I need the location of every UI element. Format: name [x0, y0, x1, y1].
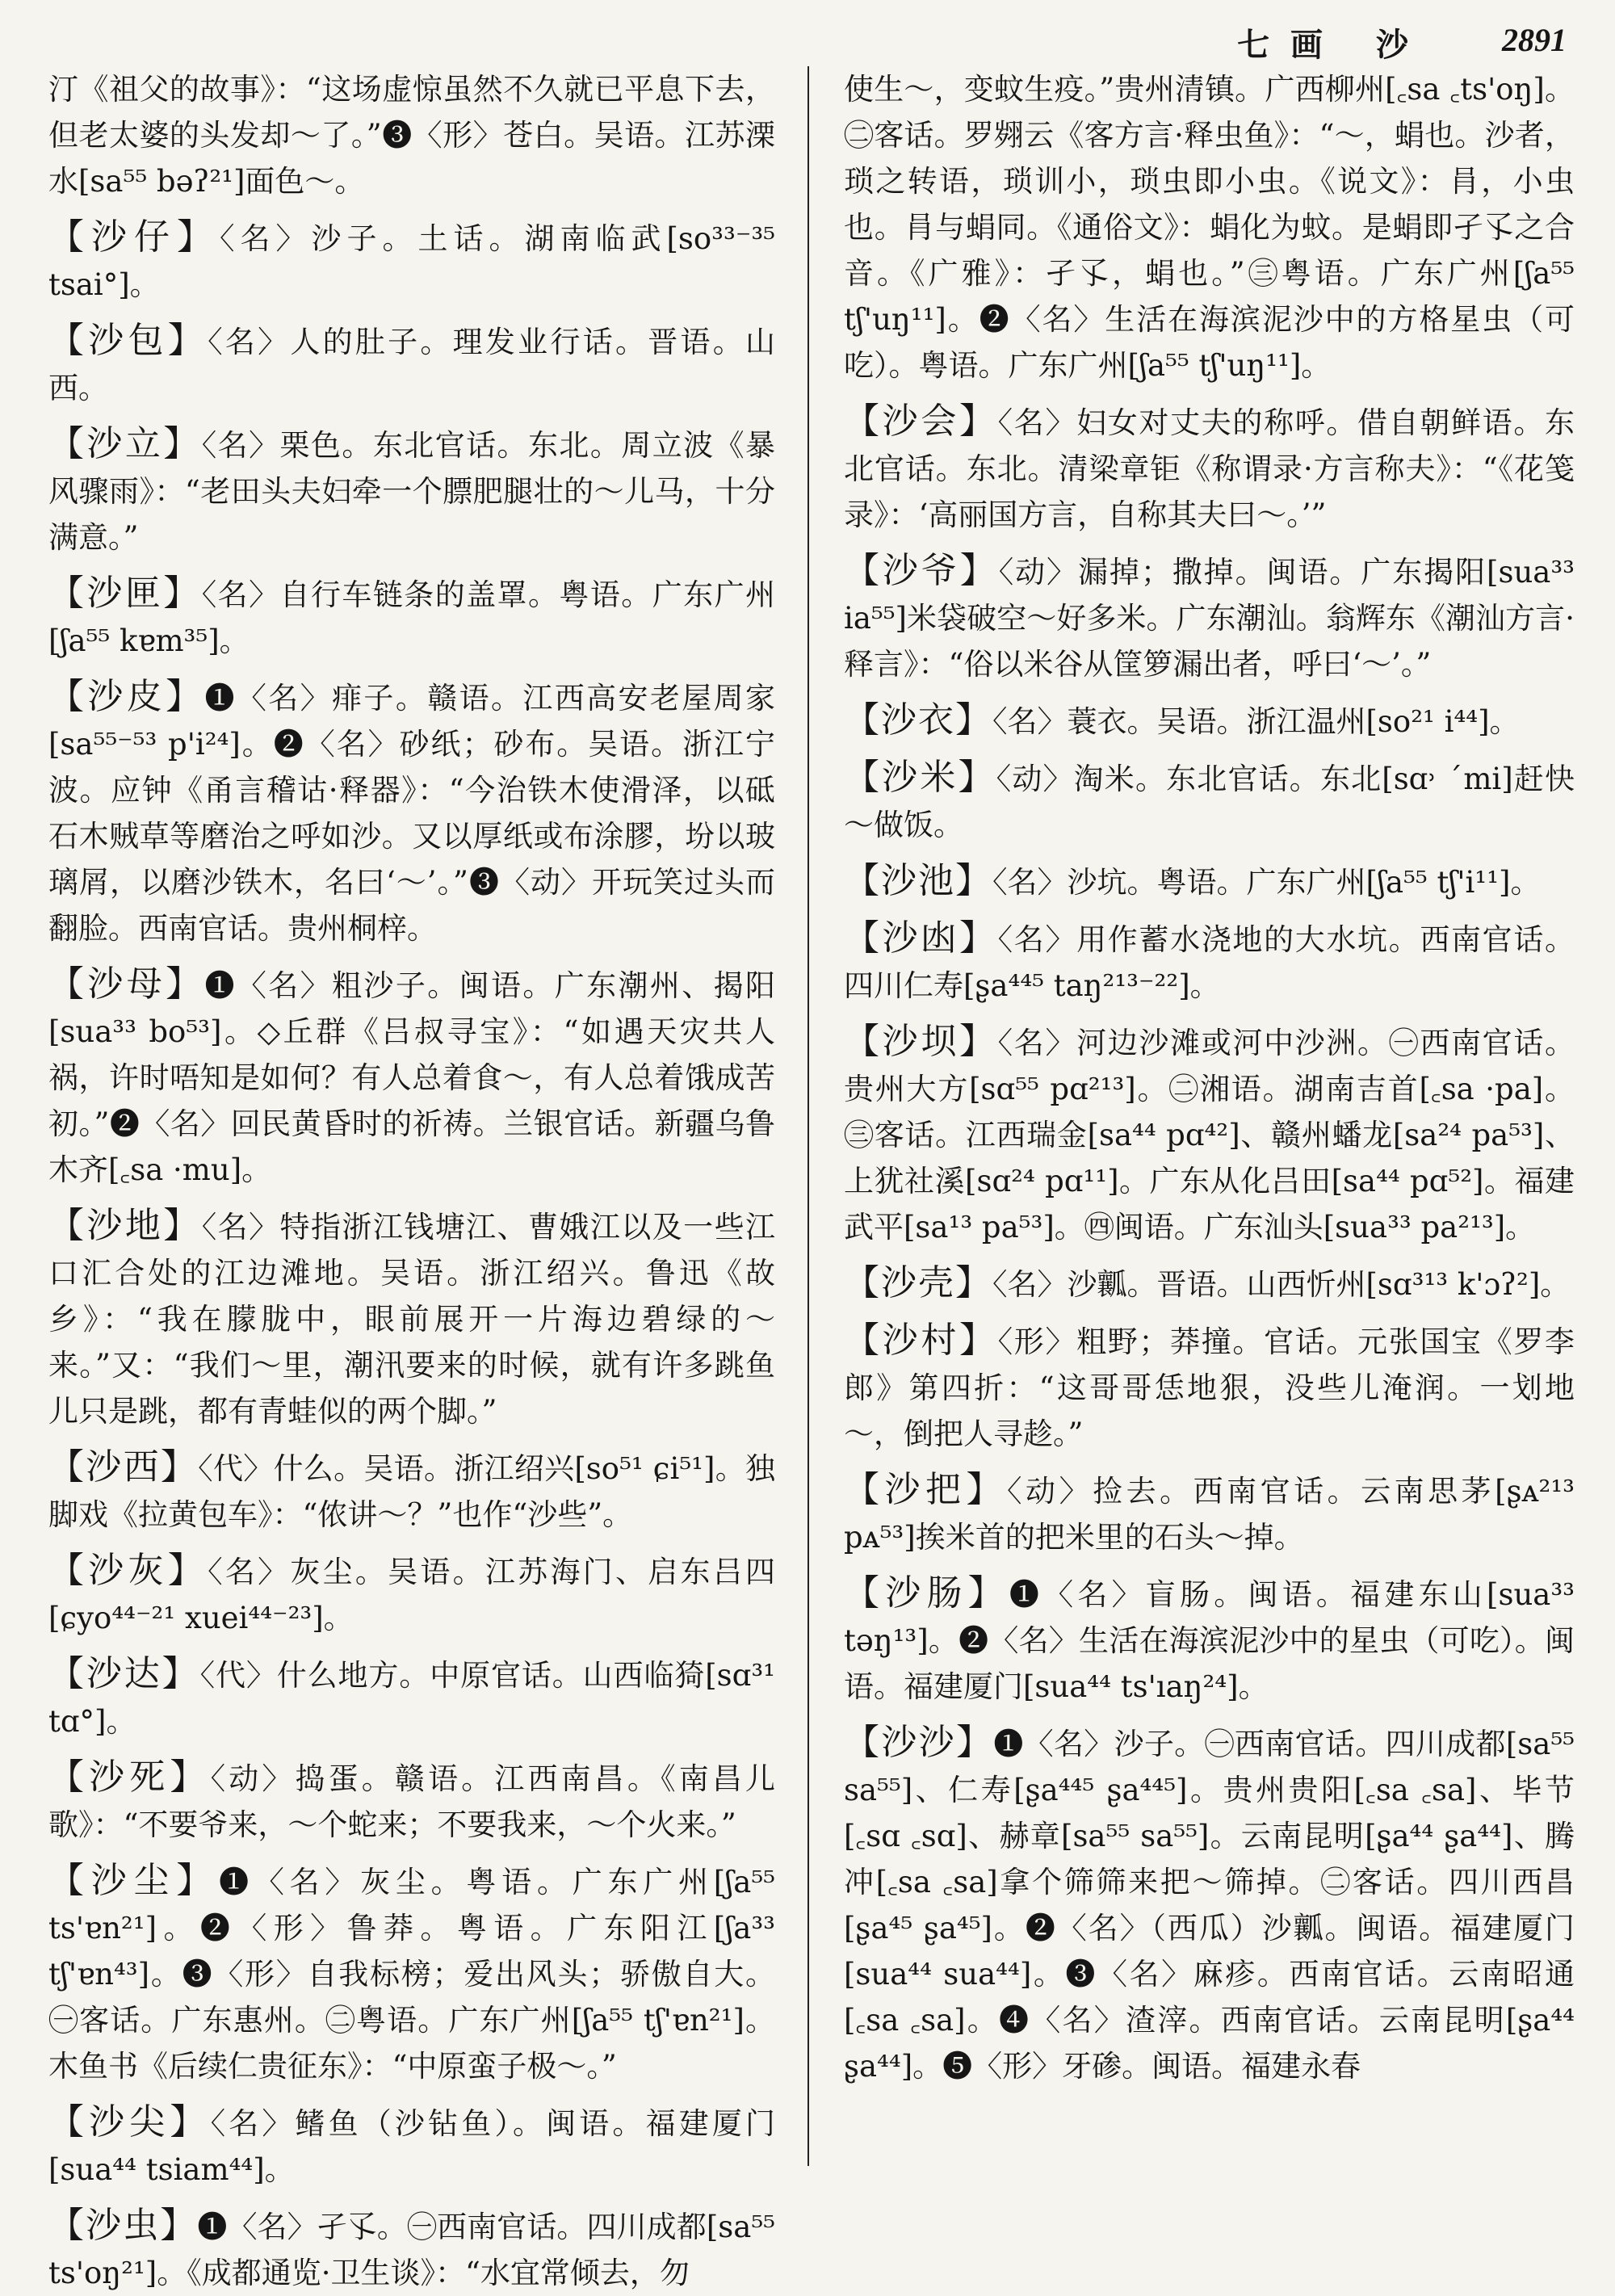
dictionary-entry	[844, 1719, 1575, 2089]
entry-definition: ❶〈名〉痱子。赣语。江西高安老屋周家[sa⁵⁵⁻⁵³ p'i²⁴]。❷〈名〉砂纸；砂布。吴语。浙江宁波。应钟《甬言稽诂·释器》：“今治铁木使滑泽，以砥石木贼草等磨治之呼如沙。又以厚纸或布涂膠，坋以玻璃屑，以磨沙铁木，名曰‘～’。”❸〈动〉开玩笑过头而翻脸。西南官话。贵州桐梓。	[48, 681, 776, 946]
column-divider	[808, 66, 809, 2166]
left-column	[48, 66, 776, 2290]
entry-continuation: 使生～，变蚊生疫。”贵州清镇。广西柳州[꜀sa ꜀ts'oŋ]。㊁客话。罗翙云《客方言·释虫鱼》：“～，蜎也。沙者，琐之转语，琐训小，琐虫即小虫。《说文》：肙，小虫也。肙与蜎同。《通俗文》：蜎化为蚊。是蜎即孑孓之合音。《广雅》：孑孓，蜎也。”㊂粤语。广东广州[ʃa⁵⁵ tʃ'uŋ¹¹]。❷〈名〉生活在海滨泥沙中的方格星虫（可吃）。粤语。广东广州[ʃa⁵⁵ tʃ'uŋ¹¹]。	[844, 72, 1575, 383]
entry-headword: 【沙沙】	[844, 1722, 994, 1763]
entry-headword: 【沙立】	[48, 423, 202, 464]
entry-headword: 【沙把】	[844, 1469, 1008, 1510]
entry-definition: ❶〈名〉灰尘。粤语。广东广州[ʃa⁵⁵ ts'ɐn²¹]。❷〈形〉鲁莽。粤语。广东阳江[ʃa³³ tʃ'ɐn⁴³]。❸〈形〉自我标榜；爱出风头；骄傲自大。㊀客话。广东惠州。㊁粤语。广东广州[ʃa⁵⁵ tʃ'ɐn²¹]。木鱼书《后续仁贵征东》：“中原蛮子极～。”	[48, 1865, 775, 2084]
entry-definition: 〈名〉用作蓄水浇地的大水坑。西南官话。四川仁寿[ʂa⁴⁴⁵ taŋ²¹³⁻²²]。	[844, 922, 1575, 1003]
dictionary-entry	[48, 570, 775, 664]
entry-headword: 【沙会】	[844, 401, 998, 442]
entry-headword: 【沙灰】	[48, 1550, 208, 1591]
dictionary-entry	[48, 2099, 775, 2193]
entry-definition: 〈名〉鳍鱼（沙钻鱼）。闽语。福建厦门[sua⁴⁴ tsiam⁴⁴]。	[48, 2106, 776, 2187]
dictionary-entry	[48, 1203, 775, 1434]
entry-definition: 〈名〉沙瓤。晋语。山西忻州[sɑ³¹³ k'ɔʔ²]。	[992, 1267, 1571, 1302]
dictionary-entry	[844, 398, 1575, 538]
entry-continuation: 汀《祖父的故事》：“这场虚惊虽然不久就已平息下去，但老太婆的头发却～了。”❸〈形〉苍白。吴语。江苏溧水[sa⁵⁵ bəʔ²¹]面色～。	[48, 72, 775, 199]
entry-headword: 【沙肠】	[844, 1572, 1009, 1614]
entry-headword: 【沙地】	[48, 1205, 202, 1246]
entry-definition: 〈名〉沙子。土话。湖南临武[so³³⁻³⁵ tsai°]。	[48, 221, 776, 302]
entry-headword: 【沙西】	[48, 1446, 199, 1488]
entry-definition: 〈名〉人的肚子。理发业行话。晋语。山西。	[48, 325, 776, 405]
entry-definition: 〈代〉什么地方。中原官话。山西临猗[sɑ³¹ tɑ°]。	[48, 1658, 776, 1739]
dictionary-entry	[48, 214, 775, 308]
entry-definition: 〈代〉什么。吴语。浙江绍兴[so⁵¹ ɕi⁵¹]。独脚戏《拉黄包车》：“侬讲～？”也作“沙些”。	[48, 1451, 776, 1532]
dictionary-entry	[844, 1467, 1575, 1560]
entry-definition: 〈动〉漏掉；撒掉。闽语。广东揭阳[sua³³ ia⁵⁵]米袋破空～好多米。广东潮汕。翁辉东《潮汕方言·释言》：“俗以米谷从筐箩漏出者，呼曰‘～’。”	[844, 555, 1575, 682]
entry-headword: 【沙匣】	[48, 573, 202, 614]
dictionary-entry	[844, 1018, 1575, 1250]
dictionary-entry	[48, 961, 775, 1193]
dictionary-entry	[48, 1547, 775, 1641]
entry-headword: 【沙仔】	[48, 216, 220, 258]
right-column	[844, 66, 1575, 2166]
entry-definition: 〈动〉捣蛋。赣语。江西南昌。《南昌儿歌》：“不要爷来，～个蛇来；不要我来，～个火来。”	[48, 1761, 776, 1842]
entry-definition: ❶〈名〉沙子。㊀西南官话。四川成都[sa⁵⁵ sa⁵⁵]、仁寿[ʂa⁴⁴⁵ ʂa⁴⁴⁵]。贵州贵阳[꜀sa ꜀sa]、毕节[꜀sɑ ꜀sɑ]、赫章[sa⁵⁵ sa⁵⁵]。云南昆明[ʂa⁴⁴ ʂa⁴⁴]、腾冲[꜀sa ꜀sa]拿个筛筛来把～筛掉。㊁客话。四川西昌[ʂa⁴⁵ ʂa⁴⁵]。❷〈名〉（西瓜）沙瓤。闽语。福建厦门[sua⁴⁴ sua⁴⁴]。❸〈名〉麻疹。西南官话。云南昭通[꜀sa ꜀sa]。❹〈名〉渣滓。西南官话。云南昆明[ʂa⁴⁴ ʂa⁴⁴]。❺〈形〉牙碜。闽语。福建永春	[844, 1727, 1575, 2084]
dictionary-entry	[48, 317, 775, 411]
entry-definition: 〈动〉淘米。东北官话。东北[sɑ˒ ˊmi]赶快～做饭。	[844, 762, 1575, 842]
entry-headword: 【沙壳】	[844, 1262, 992, 1303]
entry-headword: 【沙达】	[48, 1653, 200, 1694]
entry-headword: 【沙虫】	[48, 2205, 198, 2246]
entry-headword: 【沙皮】	[48, 676, 205, 717]
entry-headword: 【沙凼】	[844, 917, 998, 959]
dictionary-entry	[844, 1570, 1575, 1710]
dictionary-entry	[48, 1857, 775, 2089]
dictionary-entry	[844, 915, 1575, 1009]
entry-headword: 【沙包】	[48, 320, 208, 361]
dictionary-entry	[844, 1260, 1575, 1308]
page-header	[0, 15, 1615, 63]
entry-headword: 【沙坝】	[844, 1021, 998, 1062]
page-number: 2891	[1502, 22, 1567, 58]
dictionary-entry	[48, 1651, 775, 1744]
dictionary-entry	[844, 754, 1575, 848]
entry-definition: 〈名〉特指浙江钱塘江、曹娥江以及一些江口汇合处的江边滩地。吴语。浙江绍兴。鲁迅《故乡》：“我在朦胧中，眼前展开一片海边碧绿的～来。”又：“我们～里，潮汛要来的时候，就有许多跳鱼儿只是跳，都有青蛙似的两个脚。”	[48, 1210, 776, 1429]
dictionary-entry	[48, 1754, 775, 1848]
entry-definition: 〈名〉妇女对丈夫的称呼。借自朝鲜语。东北官话。东北。清梁章钜《称谓录·方言称夫》：“《花笺录》：‘高丽国方言，自称其夫曰～。’”	[844, 405, 1575, 532]
entry-definition: 〈名〉河边沙滩或河中沙洲。㊀西南官话。贵州大方[sɑ⁵⁵ pɑ²¹³]。㊁湘语。湖南吉首[꜀sa ·pa]。㊂客话。江西瑞金[sa⁴⁴ pɑ⁴²]、赣州蟠龙[sa²⁴ pa⁵³]、上犹社溪[sɑ²⁴ pɑ¹¹]。广东从化吕田[sa⁴⁴ pɑ⁵²]。福建武平[sa¹³ pa⁵³]。㊃闽语。广东汕头[sua³³ pa²¹³]。	[844, 1026, 1575, 1245]
entry-definition: ❶〈名〉孑孓。㊀西南官话。四川成都[sa⁵⁵ ts'oŋ²¹]。《成都通览·卫生谈》：“水宜常倾去，勿	[48, 2210, 775, 2290]
entry-definition: 〈名〉灰尘。吴语。江苏海门、启东吕四[ɕyo⁴⁴⁻²¹ xuei⁴⁴⁻²³]。	[48, 1555, 776, 1635]
dictionary-entry	[844, 1317, 1575, 1457]
entry-definition: 〈动〉捡去。西南官话。云南思茅[ʂᴀ²¹³ pᴀ⁵³]挨米首的把米里的石头～掉。	[844, 1474, 1575, 1555]
section-title: 七画 沙	[1237, 26, 1429, 64]
entry-headword: 【沙爷】	[844, 550, 999, 591]
entry-headword: 【沙村】	[844, 1320, 998, 1361]
entry-definition: 〈形〉粗野；莽撞。官话。元张国宝《罗李郎》第四折：“这哥哥恁地狠，没些儿淹润。一划地～，倒把人寻趁。”	[844, 1324, 1575, 1451]
dictionary-entry	[48, 421, 775, 560]
entry-headword: 【沙池】	[844, 860, 992, 901]
entry-definition: ❶〈名〉盲肠。闽语。福建东山[sua³³ təŋ¹³]。❷〈名〉生活在海滨泥沙中的星虫（可吃）。闽语。福建厦门[sua⁴⁴ ts'ıaŋ²⁴]。	[844, 1577, 1575, 1704]
entry-definition: 〈名〉栗色。东北官话。东北。周立波《暴风骤雨》：“老田头夫妇牵一个膘肥腿壮的～儿马，十分满意。”	[48, 428, 776, 555]
dictionary-entry	[48, 2202, 775, 2296]
entry-headword: 【沙尘】	[48, 1860, 220, 1901]
entry-headword: 【沙米】	[844, 757, 996, 798]
dictionary-entry	[844, 697, 1575, 745]
entry-headword: 【沙母】	[48, 963, 205, 1005]
entry-headword: 【沙尖】	[48, 2101, 211, 2143]
dictionary-entry	[48, 1444, 775, 1538]
entry-definition: 〈名〉沙坑。粤语。广东广州[ʃa⁵⁵ tʃ'i¹¹]。	[992, 865, 1541, 900]
dictionary-entry	[844, 858, 1575, 905]
entry-headword: 【沙死】	[48, 1757, 211, 1798]
entry-headword: 【沙衣】	[844, 699, 992, 741]
dictionary-entry	[844, 548, 1575, 687]
dictionary-entry	[48, 674, 775, 951]
entry-definition: 〈名〉自行车链条的盖罩。粤语。广东广州[ʃa⁵⁵ kɐm³⁵]。	[48, 577, 776, 658]
entry-definition: ❶〈名〉粗沙子。闽语。广东潮州、揭阳[sua³³ bo⁵³]。◇丘群《吕叔寻宝》：“如遇天灾共人祸，许时唔知是如何？有人总着食～，有人总着饿成苦初。”❷〈名〉回民黄昏时的祈祷。兰银官话。新疆乌鲁木齐[꜀sa ·mu]。	[48, 968, 776, 1187]
entry-definition: 〈名〉蓑衣。吴语。浙江温州[so²¹ i⁴⁴]。	[992, 704, 1520, 739]
